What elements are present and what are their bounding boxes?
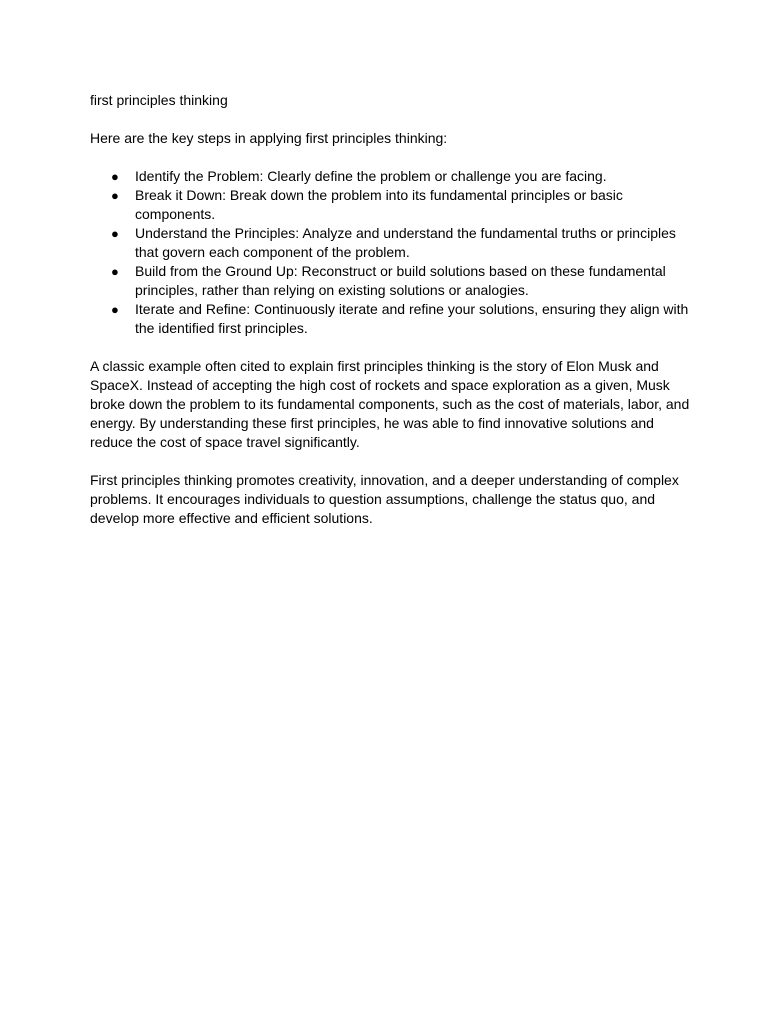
example-paragraph: A classic example often cited to explain first principles thinking is the story of Elon Musk and SpaceX. Instead of accepting the high cost of rockets and space exploration as a given, Musk broke down the problem to its fundamental components, such as the cost of materials, labor, and energy. By understanding these first principles, he was able to find innovative solutions and reduce the cost of space travel significantly. [90, 358, 690, 450]
conclusion-paragraph: First principles thinking promotes creativity, innovation, and a deeper understanding of complex problems. It encourages individuals to question assumptions, challenge the status quo, and develop more effective and efficient solutions. [90, 472, 679, 526]
document-title: first principles thinking [90, 92, 228, 108]
list-item-text: Identify the Problem: Clearly define the problem or challenge you are facing. [135, 168, 607, 184]
bullet-icon: ● [111, 226, 119, 241]
list-item [90, 186, 690, 224]
intro-text: Here are the key steps in applying first principles thinking: [90, 130, 448, 146]
bullet-icon: ● [111, 264, 119, 279]
list-item [90, 224, 690, 262]
list-item-text: Build from the Ground Up: Reconstruct or build solutions based on these fundamental principles, rather than relying on existing solutions or analogies. [135, 263, 666, 298]
list-item [90, 167, 690, 186]
list-item [90, 262, 690, 300]
list-item-text: Understand the Principles: Analyze and understand the fundamental truths or principles that govern each component of the problem. [135, 225, 676, 260]
steps-list [90, 167, 690, 338]
list-item [90, 300, 690, 338]
list-item-text: Iterate and Refine: Continuously iterate and refine your solutions, ensuring they align with the identified first principles. [135, 301, 689, 336]
list-item-text: Break it Down: Break down the problem into its fundamental principles or basic components. [135, 187, 623, 222]
document-page [90, 91, 690, 547]
bullet-icon: ● [111, 188, 119, 203]
bullet-icon: ● [111, 302, 119, 317]
bullet-icon: ● [111, 169, 119, 184]
